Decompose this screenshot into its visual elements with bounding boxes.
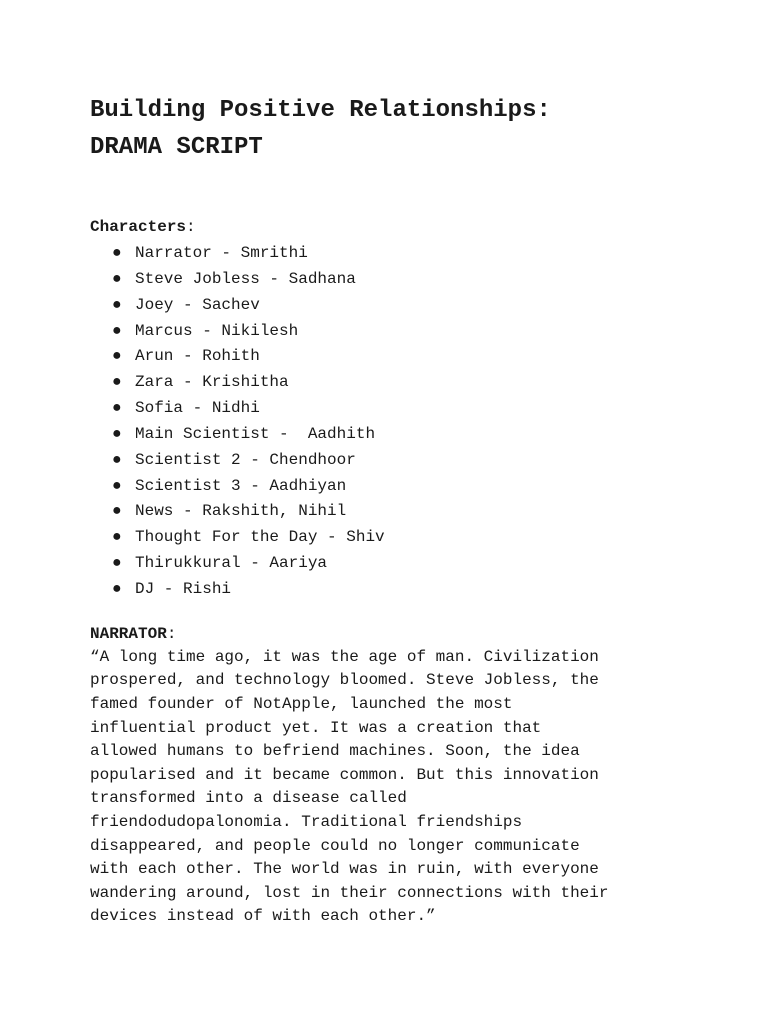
cast-list-item: ● DJ - Rishi (90, 577, 690, 603)
narration-line: famed founder of NotApple, launched the most (90, 695, 513, 713)
cast-list-item: ● Scientist 3 - Aadhiyan (90, 474, 690, 500)
bullet-icon: ● (112, 579, 122, 598)
bullet-icon: ● (112, 554, 122, 573)
bullet-icon: ● (112, 502, 122, 521)
cast-list-item: ● Thirukkural - Aariya (90, 551, 690, 577)
bullet-icon: ● (112, 321, 122, 340)
narration-line: transformed into a disease called (90, 789, 407, 808)
cast-list (90, 241, 690, 603)
bullet-icon: ● (112, 347, 122, 366)
cast-list-item: ● Main Scientist - Aadhith (90, 422, 690, 448)
bullet-icon: ● (112, 399, 122, 418)
narrator-section (90, 622, 690, 929)
bullet-icon: ● (112, 450, 122, 469)
narration-line: friendodudopalonomia. Traditional friendships (90, 812, 523, 831)
bullet-icon: ● (112, 295, 122, 314)
bullet-icon: ● (112, 244, 122, 262)
document-page (90, 92, 690, 929)
narration-line: disappeared, and people could no longer communicate (90, 836, 580, 855)
narration-paragraph (90, 646, 690, 929)
cast-list-item: ● Sofia - Nidhi (90, 396, 690, 422)
cast-list-item: ● Scientist 2 - Chendhoor (90, 448, 690, 474)
narration-line: devices instead of with each other.” (90, 907, 436, 926)
bullet-icon: ● (112, 476, 122, 495)
cast-list-item: ● Arun - Rohith (90, 344, 690, 370)
narration-line: allowed humans to befriend machines. Soon, the idea (90, 742, 580, 761)
narration-line: “A long time ago, it was the age of man. Civilization (90, 647, 599, 666)
cast-list-item: ● News - Rakshith, Nihil (90, 499, 690, 525)
bullet-icon: ● (112, 424, 122, 443)
narrator-label: NARRATOR (90, 624, 167, 643)
narration-line: popularised and it became common. But this innovation (90, 765, 599, 784)
cast-list-item: ● Zara - Krishitha (90, 370, 690, 396)
document-title (90, 92, 690, 166)
title-line-1: Building Positive Relationships: (90, 97, 551, 124)
cast-list-item: ● Thought For the Day - Shiv (90, 525, 690, 551)
narration-line: influential product yet. It was a creation that (90, 718, 542, 737)
narrator-heading: NARRATOR: (90, 624, 177, 643)
bullet-icon: ● (112, 528, 122, 547)
bullet-icon: ● (112, 269, 122, 288)
characters-label: Characters (90, 218, 187, 236)
narration-line: wandering around, lost in their connections with their (90, 883, 609, 902)
cast-list-item: ● Narrator - Smrithi (90, 241, 690, 267)
cast-list-item: ● Marcus - Nikilesh (90, 319, 690, 345)
bullet-icon: ● (112, 373, 122, 392)
narration-line: prospered, and technology bloomed. Steve Jobless, the (90, 671, 599, 690)
narration-line: with each other. The world was in ruin, with everyone (90, 860, 599, 879)
cast-list-item: ● Steve Jobless - Sadhana (90, 267, 690, 293)
cast-list-item: ● Joey - Sachev (90, 293, 690, 319)
characters-section (90, 215, 690, 603)
characters-heading: Characters: (90, 218, 196, 236)
title-line-2: DRAMA SCRIPT (90, 134, 263, 161)
